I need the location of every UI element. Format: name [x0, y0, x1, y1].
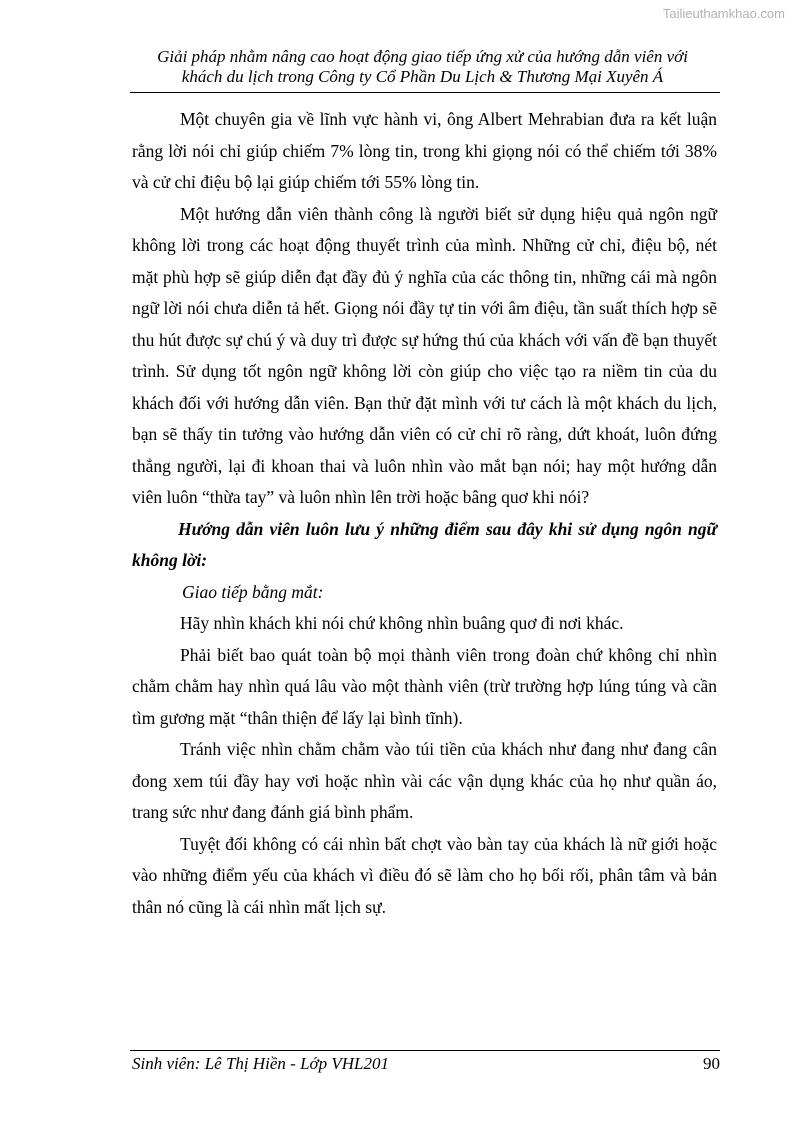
footer-divider — [130, 1050, 720, 1051]
page-number: 90 — [703, 1054, 720, 1073]
page-body — [132, 104, 717, 923]
paragraph-4: Phải biết bao quát toàn bộ mọi thành viên trong đoàn chứ không chỉ nhìn chằm chằm hay nhìn quá lâu vào một thành viên (trừ trường hợp lúng túng và cần tìm gương mặt “thân thiện để lấy lại bình tĩnh). — [132, 644, 717, 728]
header-line-1: Giải pháp nhằm nâng cao hoạt động giao tiếp ứng xử của hướng dẫn viên với — [157, 47, 688, 66]
paragraph-5: Tránh việc nhìn chằm chằm vào túi tiền của khách như đang như đang cân đong xem túi đầy hay vơi hoặc nhìn vài các vận dụng khác của họ như quần áo, trang sức như đang đánh giá bình phẩm. — [132, 739, 717, 822]
page-footer — [132, 1054, 720, 1074]
running-header — [130, 47, 715, 87]
section-heading: Hướng dẫn viên luôn lưu ý những điểm sau đây khi sử dụng ngôn ngữ không lời: — [132, 518, 717, 570]
paragraph-1: Một chuyên gia về lĩnh vực hành vi, ông Albert Mehrabian đưa ra kết luận rằng lời nói chỉ giúp chiếm 7% lòng tin, trong khi giọng nói có thể chiếm tới 38% và cử chỉ điệu bộ lại giúp chiếm tới 55% lòng tin. — [132, 109, 717, 192]
header-divider — [130, 92, 720, 93]
watermark: Tailieuthamkhao.com — [662, 6, 785, 21]
paragraph-3: Hãy nhìn khách khi nói chứ không nhìn buâng quơ đi nơi khác. — [180, 613, 624, 633]
subheading: Giao tiếp bằng mắt: — [182, 581, 324, 602]
paragraph-2: Một hướng dẫn viên thành công là người biết sử dụng hiệu quả ngôn ngữ không lời trong các hoạt động thuyết trình của mình. Những cử chỉ, điệu bộ, nét mặt phù hợp sẽ giúp diễn đạt đầy đủ ý nghĩa của các thông tin, những cái mà ngôn ngữ lời nói chưa diễn tả hết. Giọng nói đầy tự tin với âm điệu, tần suất thích hợp sẽ thu hút được sự chú ý và duy trì được sự hứng thú của khách với vấn đề bạn thuyết trình. Sử dụng tốt ngôn ngữ không lời còn giúp cho việc tạo ra niềm tin của du khách đối với hướng dẫn viên. Bạn thử đặt mình với tư cách là một khách du lịch, bạn sẽ thấy tin tưởng vào hướng dẫn viên có cử chỉ rõ ràng, dứt khoát, luôn đứng thẳng người, lại đi khoan thai và luôn nhìn vào mắt bạn nói; hay một hướng dẫn viên luôn “thừa tay” và luôn nhìn lên trời hoặc bâng quơ khi nói? — [132, 203, 717, 507]
header-line-2: khách du lịch trong Công ty Cổ Phần Du Lịch & Thương Mại Xuyên Á — [181, 67, 664, 86]
paragraph-6: Tuyệt đối không có cái nhìn bất chợt vào bàn tay của khách là nữ giới hoặc vào những điểm yếu của khách vì điều đó sẽ làm cho họ bối rối, phân tâm và bản thân nó cũng là cái nhìn mất lịch sự. — [132, 833, 717, 917]
footer-student: Sinh viên: Lê Thị Hiền - Lớp VHL201 — [132, 1054, 389, 1073]
